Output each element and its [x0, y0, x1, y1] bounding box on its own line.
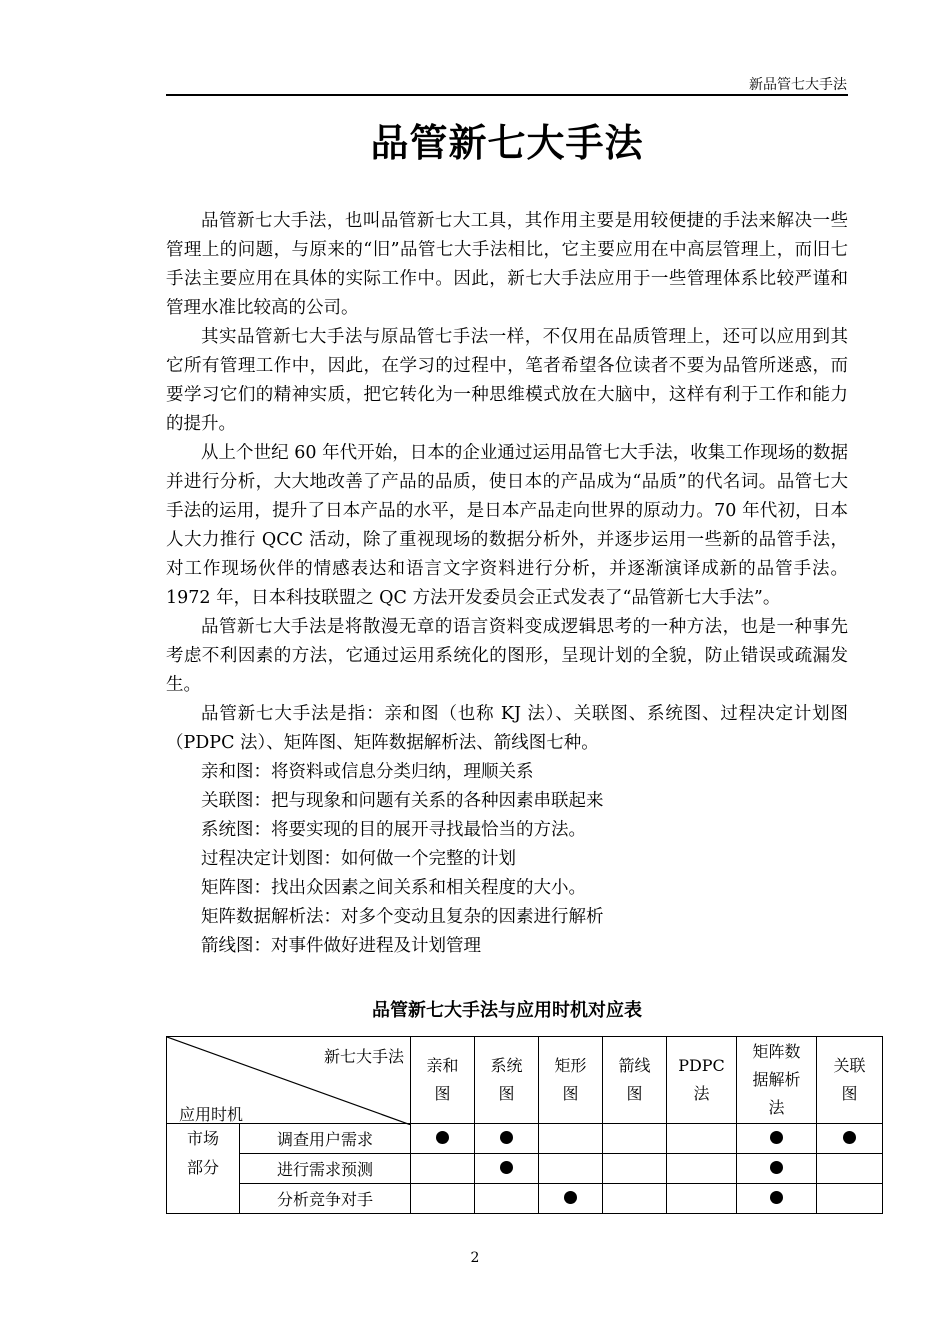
mark-dot — [436, 1131, 449, 1144]
method-definition: 矩阵数据解析法：对多个变动且复杂的因素进行解析 — [201, 907, 604, 927]
mark-cell — [817, 1184, 883, 1214]
column-header: 矩形 图 — [539, 1037, 603, 1124]
mark-dot — [843, 1131, 856, 1144]
mark-cell — [475, 1124, 539, 1154]
mark-dot — [770, 1161, 783, 1174]
corner-bottom-label: 应用时机 — [179, 1105, 244, 1124]
column-header: 亲和 图 — [411, 1037, 475, 1124]
row-label: 调查用户需求 — [240, 1124, 411, 1154]
running-header: 新品管七大手法 — [749, 77, 847, 93]
mark-dot — [500, 1161, 513, 1174]
mark-cell — [667, 1154, 737, 1184]
paragraph: 品管新七大手法，也叫品管新七大工具，其作用主要是用较便捷的手法来解决一些管理上的问题，与原来的“旧”品管七大手法相比，它主要应用在中高层管理上，而旧七手法主要应用在具体的实际工作中。因此，新七大手法应用于一些管理体系比较严谨和管理水准比较高的公司。 — [166, 211, 848, 318]
method-definition: 过程决定计划图：如何做一个完整的计划 — [201, 849, 516, 869]
mark-cell — [603, 1124, 667, 1154]
mark-cell — [667, 1124, 737, 1154]
paragraph: 其实品管新七大手法与原品管七手法一样，不仅用在品质管理上，还可以应用到其它所有管理工作中，因此，在学习的过程中，笔者希望各位读者不要为品管所迷惑，而要学习它们的精神实质，把它转化为一种思维模式放在大脑中，这样有利于工作和能力的提升。 — [166, 327, 848, 434]
mark-dot — [500, 1131, 513, 1144]
mark-cell — [737, 1184, 817, 1214]
column-header: PDPC 法 — [667, 1037, 737, 1124]
mark-dot — [770, 1191, 783, 1204]
paragraph: 品管新七大手法是指：亲和图（也称 KJ 法）、关联图、系统图、过程决定计划图（PDPC 法）、矩阵图、矩阵数据解析法、箭线图七种。 — [166, 704, 848, 753]
table-title: 品管新七大手法与应用时机对应表 — [372, 1000, 642, 1021]
column-header: 箭线 图 — [603, 1037, 667, 1124]
table-header-row — [167, 1037, 883, 1124]
paragraph: 从上个世纪 60 年代开始，日本的企业通过运用品管七大手法，收集工作现场的数据并进行分析，大大地改善了产品的品质，使日本的产品成为“品质”的代名词。品管七大手法的运用，提升了日本产品的水平，是日本产品走向世界的原动力。70 年代初，日本人大力推行 QCC 活动，除了重视现场的数据分析外，并逐步运用一些新的品管手法，对工作现场伙伴的情感表达和语言文字资料进行分析，并逐渐演译成新的品管手法。1972 年，日本科技联盟之 QC 方法开发委员会正式发表了“品管新七大手法”。 — [166, 443, 848, 608]
row-label: 分析竞争对手 — [240, 1184, 411, 1214]
paragraph: 品管新七大手法是将散漫无章的语言资料变成逻辑思考的一种方法，也是一种事先考虑不利因素的方法，它通过运用系统化的图形，呈现计划的全貌，防止错误或疏漏发生。 — [166, 617, 848, 695]
mark-cell — [539, 1124, 603, 1154]
header-rule — [166, 94, 848, 96]
mark-cell — [603, 1154, 667, 1184]
table-row — [167, 1124, 883, 1154]
column-header: 系统 图 — [475, 1037, 539, 1124]
method-definition: 箭线图：对事件做好进程及计划管理 — [201, 936, 481, 956]
mark-cell — [737, 1154, 817, 1184]
mark-cell — [817, 1154, 883, 1184]
mark-cell — [667, 1184, 737, 1214]
table-row — [167, 1184, 883, 1214]
mark-cell — [539, 1184, 603, 1214]
page-number: 2 — [470, 1250, 480, 1266]
mark-cell — [603, 1184, 667, 1214]
mark-cell — [411, 1154, 475, 1184]
group-cell: 市场 部分 — [167, 1124, 240, 1214]
row-label: 进行需求预测 — [240, 1154, 411, 1184]
method-definition: 系统图：将要实现的目的展开寻找最恰当的方法。 — [201, 820, 586, 840]
document-title: 品管新七大手法 — [370, 121, 644, 165]
mark-cell — [475, 1184, 539, 1214]
corner-cell — [167, 1037, 411, 1124]
mark-cell — [411, 1184, 475, 1214]
column-header: 关联 图 — [817, 1037, 883, 1124]
mark-cell — [475, 1154, 539, 1184]
mark-cell — [539, 1154, 603, 1184]
table-row — [167, 1154, 883, 1184]
method-definition: 矩阵图：找出众因素之间关系和相关程度的大小。 — [201, 878, 586, 898]
method-timing-table — [166, 1036, 883, 1214]
mark-dot — [564, 1191, 577, 1204]
corner-top-label: 新七大手法 — [323, 1047, 404, 1066]
column-header: 矩阵数 据解析 法 — [737, 1037, 817, 1124]
body-text — [166, 207, 848, 961]
method-definition: 关联图：把与现象和问题有关系的各种因素串联起来 — [201, 791, 604, 811]
mark-dot — [770, 1131, 783, 1144]
method-definition: 亲和图：将资料或信息分类归纳，理顺关系 — [201, 762, 534, 782]
mark-cell — [817, 1124, 883, 1154]
mark-cell — [737, 1124, 817, 1154]
mark-cell — [411, 1124, 475, 1154]
